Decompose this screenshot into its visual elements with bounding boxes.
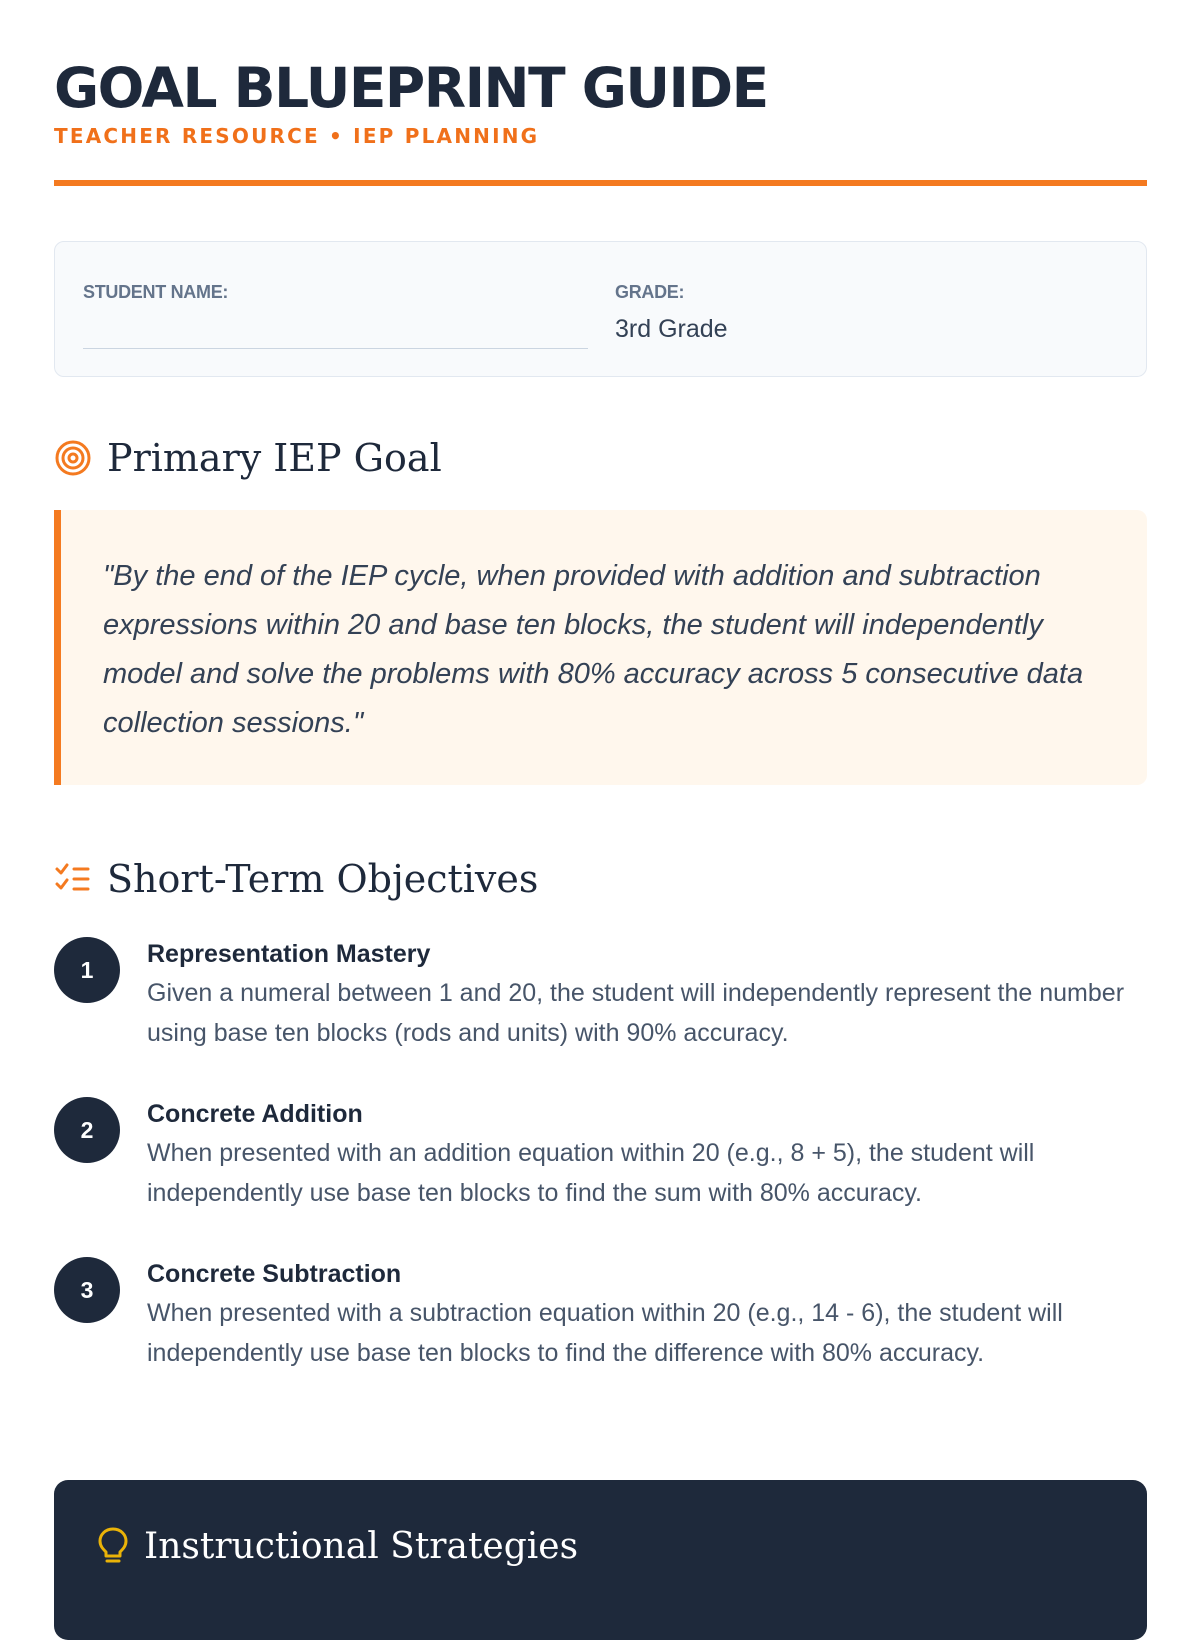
strategies-heading [94, 1521, 578, 1571]
strategies-title: Instructional Strategies [144, 1525, 579, 1567]
objective-title: Concrete Addition [147, 1100, 363, 1128]
student-name-field[interactable] [83, 348, 588, 349]
grade-value: 3rd Grade [615, 315, 728, 343]
goal-statement-box [54, 510, 1147, 785]
checklist-icon [54, 860, 92, 898]
objective-description: When presented with an addition equation within 20 (e.g., 8 + 5), the student will independently use base ten blocks to find the sum with 80% accuracy. [147, 1139, 1035, 1207]
student-info-card [54, 241, 1147, 377]
objective-description: When presented with a subtraction equation within 20 (e.g., 14 - 6), the student will independently use base ten blocks to find the difference with 80% accuracy. [147, 1299, 1063, 1367]
lightbulb-icon [94, 1527, 132, 1565]
grade-label: GRADE: [615, 282, 685, 302]
goal-statement: "By the end of the IEP cycle, when provided with addition and subtraction expressions within 20 and base ten blocks, the student will independently model and solve the problems with 80% accuracy across 5 consecutive data collection sessions." [103, 560, 1084, 739]
primary-goal-heading [54, 433, 442, 483]
page-subtitle: TEACHER RESOURCE • IEP PLANNING [54, 124, 540, 148]
header-divider [54, 180, 1147, 186]
objectives-heading [54, 854, 538, 904]
objectives-title: Short-Term Objectives [107, 857, 539, 901]
objective-number-badge: 2 [54, 1097, 120, 1163]
primary-goal-title: Primary IEP Goal [107, 436, 442, 480]
objective-number-badge: 1 [54, 937, 120, 1003]
strategies-panel [54, 1480, 1147, 1640]
objective-description: Given a numeral between 1 and 20, the student will independently represent the number using base ten blocks (rods and units) with 90% accuracy. [147, 979, 1125, 1047]
target-icon [54, 439, 92, 477]
student-name-label: STUDENT NAME: [83, 282, 229, 302]
objective-number-badge: 3 [54, 1257, 120, 1323]
objective-title: Representation Mastery [147, 940, 431, 968]
objective-title: Concrete Subtraction [147, 1260, 402, 1288]
page-title: GOAL BLUEPRINT GUIDE [54, 56, 768, 120]
